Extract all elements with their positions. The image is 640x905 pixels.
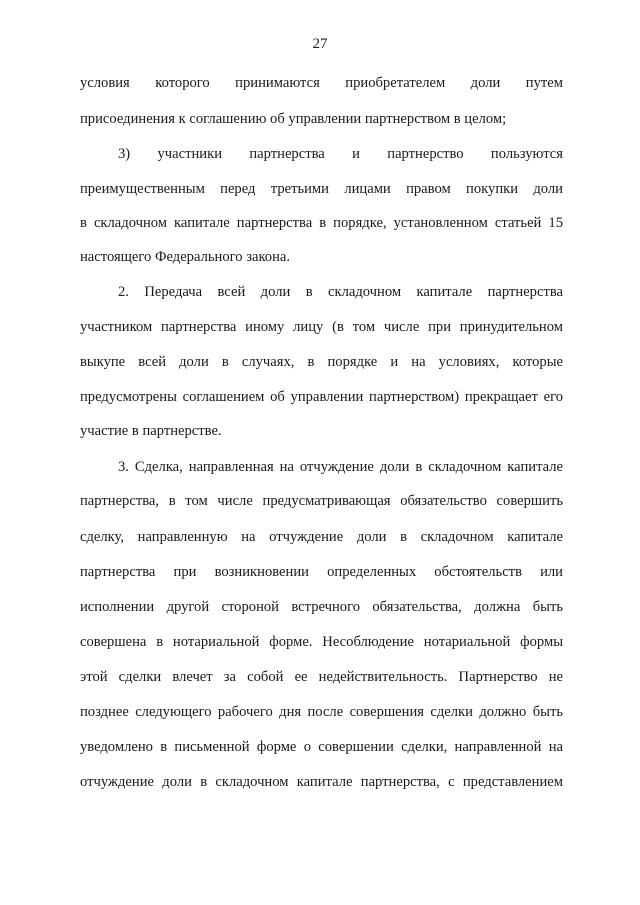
text-line: в складочном капитале партнерства в порядке, установленном статьей 15 xyxy=(80,215,563,231)
text-line: выкупе всей доли в случаях, в порядке и на условиях, которые xyxy=(80,354,563,370)
text-line: отчуждение доли в складочном капитале партнерства, с представлением xyxy=(80,774,563,790)
text-line: присоединения к соглашению об управлении партнерством в целом; xyxy=(80,111,507,127)
text-line: условия которого принимаются приобретателем доли путем xyxy=(80,75,563,91)
text-line: 2. Передача всей доли в складочном капитале партнерства xyxy=(118,284,563,300)
text-line: участие в партнерстве. xyxy=(80,423,222,439)
text-line: позднее следующего рабочего дня после совершения сделки должно быть xyxy=(80,704,563,720)
text-line: уведомлено в письменной форме о совершении сделки, направленной на xyxy=(80,739,563,755)
text-line: исполнении другой стороной встречного обязательства, должна быть xyxy=(80,599,563,615)
text-line: этой сделки влечет за собой ее недействительность. Партнерство не xyxy=(80,669,563,685)
text-line: партнерства при возникновении определенных обстоятельств или xyxy=(80,564,563,580)
page-number: 27 xyxy=(312,36,328,52)
text-line: предусмотрены соглашением об управлении партнерством) прекращает его xyxy=(80,389,563,405)
text-line: 3. Сделка, направленная на отчуждение доли в складочном капитале xyxy=(118,459,563,475)
text-line: преимущественным перед третьими лицами правом покупки доли xyxy=(80,181,563,197)
text-line: партнерства, в том числе предусматривающая обязательство совершить xyxy=(80,493,563,509)
text-line: 3) участники партнерства и партнерство пользуются xyxy=(118,146,563,162)
text-line: настоящего Федерального закона. xyxy=(80,249,291,265)
text-line: сделку, направленную на отчуждение доли в складочном капитале xyxy=(80,529,563,545)
text-line: совершена в нотариальной форме. Несоблюдение нотариальной формы xyxy=(80,634,563,650)
text-line: участником партнерства иному лицу (в том числе при принудительном xyxy=(80,319,563,335)
